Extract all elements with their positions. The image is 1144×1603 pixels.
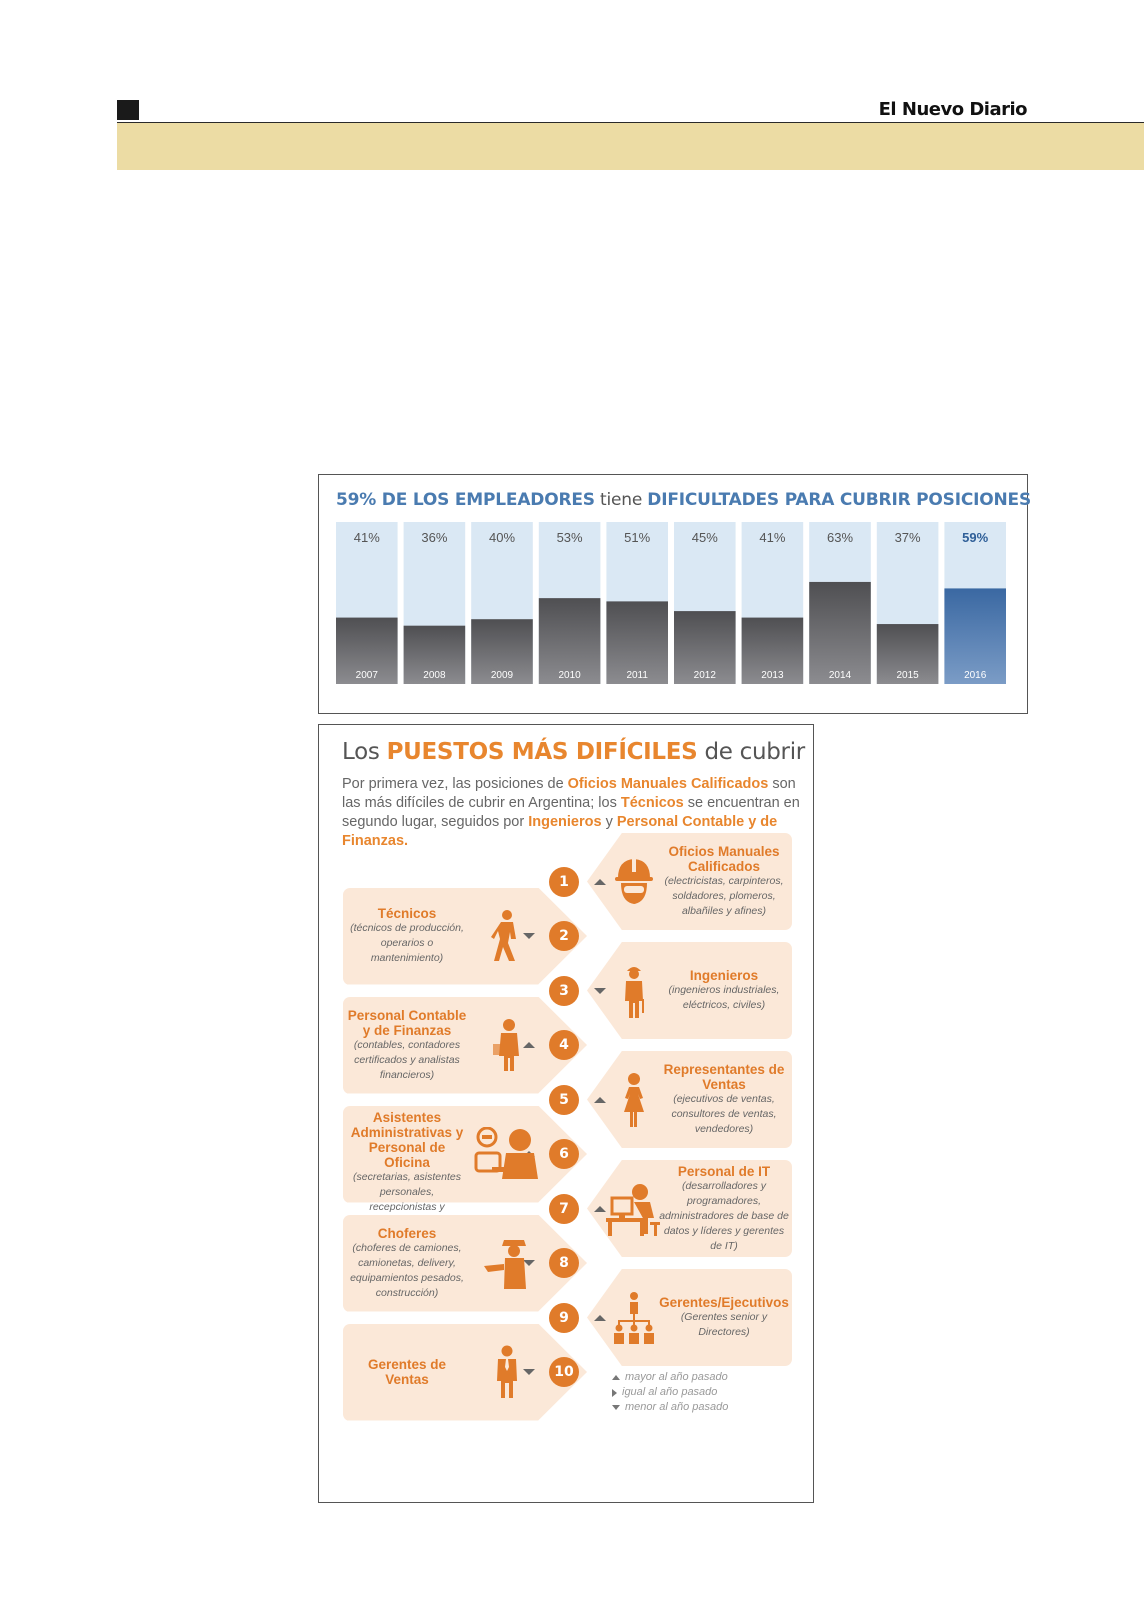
rank-badge: 4 — [549, 1030, 579, 1060]
rank-badge: 6 — [549, 1139, 579, 1169]
legend-row — [612, 1400, 728, 1415]
chart-data-label: 41% — [353, 530, 380, 545]
position-name: Personal de IT — [677, 1164, 771, 1179]
chart-year-label: 2008 — [423, 670, 446, 681]
legend-down-icon — [612, 1405, 620, 1410]
chart-data-label: 59% — [962, 530, 989, 545]
intro-highlight: Oficios Manuales Calificados — [567, 776, 769, 792]
chart-data-label: 51% — [624, 530, 651, 545]
org-chart-icon — [611, 1291, 657, 1345]
position-entry — [345, 1008, 469, 1083]
chart-year-label: 2010 — [558, 670, 581, 681]
position-description: (choferes de camiones, camionetas, delivery, equipamientos pesados, construcción) — [350, 1241, 464, 1299]
driver-icon — [482, 1236, 532, 1290]
rank-badge: 10 — [549, 1357, 579, 1387]
position-entry — [345, 906, 469, 966]
hard-hat-worker-icon — [614, 856, 654, 908]
legend-text: mayor al año pasado — [625, 1371, 728, 1383]
saleswoman-icon — [621, 1072, 647, 1128]
position-entry — [659, 1164, 789, 1254]
position-name: Gerentes/Ejecutivos — [659, 1295, 789, 1310]
chart-year-label: 2014 — [828, 670, 852, 681]
trend-down-icon — [523, 1369, 535, 1375]
office-assistant-icon — [474, 1127, 540, 1181]
position-name: Asistentes Administrativas y Personal de Oficina — [350, 1109, 464, 1170]
position-description: (electricistas, carpinteros, soldadores, plomeros, albañiles y afines) — [664, 875, 784, 917]
chart-year-label: 2012 — [693, 670, 716, 681]
position-description: (técnicos de producción, operarios o mantenimiento) — [350, 922, 464, 964]
chart-data-label: 41% — [759, 530, 786, 545]
intro-text: son las más difíciles de cubrir en Argentina; los — [342, 776, 796, 811]
rank-badge: 3 — [549, 976, 579, 1006]
position-name: Ingenieros — [689, 968, 759, 983]
position-name: Choferes — [377, 1225, 437, 1241]
position-description: (desarrolladores y programadores, administradores de base de datos y líderes y gerentes de IT) — [659, 1180, 789, 1252]
legend-row — [612, 1370, 728, 1385]
manager-icon — [494, 1345, 520, 1399]
legend-text: igual al año pasado — [622, 1386, 718, 1398]
chart-title-light: tiene — [594, 490, 648, 510]
walking-worker-icon — [490, 909, 524, 963]
infographic-title-post: de cubrir — [697, 739, 805, 765]
infographic-title-highlight: PUESTOS MÁS DIFÍCILES — [386, 739, 698, 765]
trend-up-icon — [594, 1315, 606, 1321]
legend-up-icon — [612, 1375, 620, 1380]
chart-year-label: 2013 — [761, 670, 784, 681]
trend-legend — [612, 1370, 728, 1415]
position-entry — [345, 1226, 469, 1301]
trend-up-icon — [594, 1097, 606, 1103]
chart-data-label: 36% — [421, 530, 448, 545]
masthead: El Nuevo Diario — [878, 99, 1027, 120]
rank-badge: 2 — [549, 921, 579, 951]
chart-year-label: 2009 — [490, 670, 514, 681]
engineer-icon — [621, 963, 647, 1019]
position-entry — [345, 1357, 469, 1387]
trend-up-icon — [594, 879, 606, 885]
chart-data-label: 45% — [691, 530, 718, 545]
trend-up-icon — [523, 1042, 535, 1048]
position-description: (ejecutivos de ventas, consultores de ventas, vendedores) — [671, 1093, 777, 1135]
position-name: Personal Contable y de Finanzas — [347, 1007, 467, 1038]
chart-data-label: 37% — [894, 530, 921, 545]
rank-badge: 5 — [549, 1085, 579, 1115]
position-entry — [659, 1295, 789, 1340]
rank-badge: 8 — [549, 1248, 579, 1278]
infographic-title — [342, 739, 805, 765]
position-name: Técnicos — [377, 906, 437, 921]
rank-badge: 7 — [549, 1194, 579, 1224]
chart-data-label: 53% — [556, 530, 583, 545]
rank-badge: 1 — [549, 867, 579, 897]
position-description: (secretarias, asistentes personales, recepcionistas y — [353, 1170, 461, 1213]
intro-highlight: Técnicos — [620, 795, 684, 811]
legend-row — [612, 1385, 728, 1400]
chart-title-strong-1: 59% DE LOS EMPLEADORES — [336, 490, 595, 510]
chart-bar — [809, 582, 871, 684]
chart-year-label: 2007 — [355, 670, 378, 681]
header-band — [117, 123, 1144, 170]
infographic-title-pre: Los — [342, 739, 387, 765]
intro-text: Por primera vez, las posiciones de — [342, 776, 568, 792]
position-entry — [345, 1110, 469, 1230]
chart-data-label: 40% — [488, 530, 516, 545]
chart-year-label: 2016 — [964, 670, 987, 681]
intro-text: se encuentran en segundo lugar, seguidos por — [342, 795, 800, 830]
position-description: (ingenieros industriales, eléctricos, civiles) — [668, 984, 780, 1011]
hardest-jobs-infographic — [318, 724, 814, 1503]
intro-highlight: Personal Contable y de Finanzas. — [342, 814, 778, 849]
position-entry — [659, 1062, 789, 1137]
chart-title — [336, 490, 1031, 510]
position-name: Gerentes de Ventas — [367, 1357, 447, 1387]
trend-down-icon — [523, 933, 535, 939]
position-name: Representantes de Ventas — [663, 1062, 785, 1092]
position-entry — [659, 968, 789, 1013]
legend-text: menor al año pasado — [625, 1401, 729, 1413]
position-name: Oficios Manuales Calificados — [668, 844, 780, 874]
position-entry — [659, 844, 789, 919]
intro-text: y — [601, 814, 617, 830]
chart-year-label: 2015 — [896, 670, 919, 681]
bar-chart-plot — [336, 522, 1006, 684]
trend-down-icon — [594, 988, 606, 994]
position-description: (Gerentes senior y Directores) — [680, 1311, 768, 1338]
page-marker — [117, 100, 139, 120]
position-description: (contables, contadores certificados y analistas financieros) — [353, 1038, 461, 1081]
legend-right-icon — [612, 1389, 617, 1397]
computer-desk-icon — [604, 1182, 664, 1236]
accountant-icon — [492, 1018, 522, 1072]
employers-difficulty-chart — [318, 474, 1031, 714]
rank-badge: 9 — [549, 1303, 579, 1333]
chart-data-label: 63% — [826, 530, 854, 545]
intro-highlight: Ingenieros — [528, 814, 602, 830]
chart-title-strong-2: DIFICULTADES PARA CUBRIR POSICIONES — [647, 490, 1031, 510]
chart-year-label: 2011 — [626, 670, 648, 681]
